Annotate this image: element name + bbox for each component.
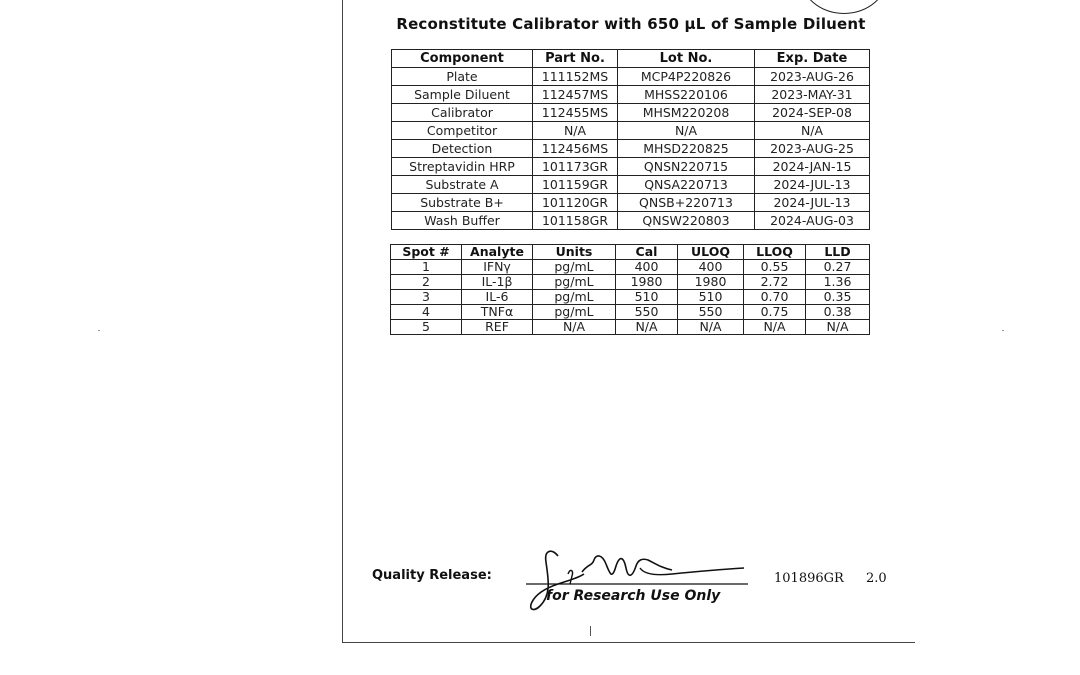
column-header: Exp. Date: [755, 50, 870, 68]
table-cell: QNSA220713: [618, 176, 755, 194]
table-cell: 2.72: [744, 275, 806, 290]
scan-mark: [590, 626, 591, 636]
table-cell: QNSW220803: [618, 212, 755, 230]
table-cell: 1980: [678, 275, 744, 290]
table-cell: Sample Diluent: [392, 86, 533, 104]
components-table: [391, 49, 870, 230]
table-cell: 550: [616, 305, 678, 320]
document-version: 2.0: [866, 571, 887, 586]
table-cell: 1980: [616, 275, 678, 290]
table-cell: MCP4P220826: [618, 68, 755, 86]
table-cell: 2024-AUG-03: [755, 212, 870, 230]
column-header: Analyte: [462, 245, 533, 260]
table-cell: 0.38: [806, 305, 870, 320]
table-cell: 112457MS: [533, 86, 618, 104]
table-cell: Substrate B+: [392, 194, 533, 212]
table-row: [391, 275, 870, 290]
analyte-table: [390, 244, 870, 335]
table-row: [392, 194, 870, 212]
column-header: Part No.: [533, 50, 618, 68]
table-cell: IFNγ: [462, 260, 533, 275]
table-cell: 111152MS: [533, 68, 618, 86]
table-cell: 2024-JAN-15: [755, 158, 870, 176]
table-cell: 2023-AUG-26: [755, 68, 870, 86]
table-cell: 2023-MAY-31: [755, 86, 870, 104]
table-cell: 0.27: [806, 260, 870, 275]
table-cell: REF: [462, 320, 533, 335]
research-use-only-text: for Research Use Only: [546, 588, 721, 604]
table-cell: N/A: [533, 320, 616, 335]
table-cell: pg/mL: [533, 260, 616, 275]
table-row: [391, 320, 870, 335]
table-cell: 101158GR: [533, 212, 618, 230]
table-row: [392, 176, 870, 194]
table-cell: 400: [678, 260, 744, 275]
document-title: Reconstitute Calibrator with 650 µL of Sample Diluent: [396, 15, 866, 33]
table-row: [392, 104, 870, 122]
table-cell: N/A: [533, 122, 618, 140]
table-cell: 101159GR: [533, 176, 618, 194]
table-cell: IL-1β: [462, 275, 533, 290]
table-cell: Competitor: [392, 122, 533, 140]
table-cell: 112456MS: [533, 140, 618, 158]
signature-image: [522, 544, 750, 624]
table-cell: Wash Buffer: [392, 212, 533, 230]
column-header: Spot #: [391, 245, 462, 260]
scan-speck: [1002, 330, 1004, 331]
column-header: Cal: [616, 245, 678, 260]
table-row: [392, 122, 870, 140]
table-cell: Detection: [392, 140, 533, 158]
table-cell: 3: [391, 290, 462, 305]
table-cell: MHSD220825: [618, 140, 755, 158]
table-cell: 0.55: [744, 260, 806, 275]
table-cell: QNSB+220713: [618, 194, 755, 212]
table-cell: 550: [678, 305, 744, 320]
table-cell: 510: [616, 290, 678, 305]
components-body: [392, 68, 870, 230]
components-header-row: [392, 50, 870, 68]
quality-release-label: Quality Release:: [372, 568, 492, 583]
table-row: [392, 140, 870, 158]
table-cell: MHSM220208: [618, 104, 755, 122]
table-cell: 2024-JUL-13: [755, 194, 870, 212]
table-cell: 101120GR: [533, 194, 618, 212]
analyte-body: [391, 260, 870, 335]
table-cell: 0.35: [806, 290, 870, 305]
table-cell: 2024-SEP-08: [755, 104, 870, 122]
column-header: Units: [533, 245, 616, 260]
table-cell: IL-6: [462, 290, 533, 305]
table-cell: 2024-JUL-13: [755, 176, 870, 194]
column-header: ULOQ: [678, 245, 744, 260]
table-cell: N/A: [618, 122, 755, 140]
table-cell: pg/mL: [533, 275, 616, 290]
table-row: [392, 86, 870, 104]
table-cell: TNFα: [462, 305, 533, 320]
table-row: [391, 260, 870, 275]
table-cell: 1.36: [806, 275, 870, 290]
table-cell: Plate: [392, 68, 533, 86]
table-cell: MHSS220106: [618, 86, 755, 104]
table-cell: 510: [678, 290, 744, 305]
table-cell: Calibrator: [392, 104, 533, 122]
table-cell: 2023-AUG-25: [755, 140, 870, 158]
table-cell: N/A: [616, 320, 678, 335]
table-row: [392, 158, 870, 176]
table-cell: 400: [616, 260, 678, 275]
column-header: Lot No.: [618, 50, 755, 68]
table-cell: QNSN220715: [618, 158, 755, 176]
table-cell: 5: [391, 320, 462, 335]
table-cell: pg/mL: [533, 305, 616, 320]
table-cell: N/A: [678, 320, 744, 335]
table-cell: N/A: [806, 320, 870, 335]
table-cell: 4: [391, 305, 462, 320]
table-row: [391, 305, 870, 320]
table-cell: 112455MS: [533, 104, 618, 122]
table-cell: N/A: [744, 320, 806, 335]
table-cell: pg/mL: [533, 290, 616, 305]
table-cell: Substrate A: [392, 176, 533, 194]
table-cell: 101173GR: [533, 158, 618, 176]
column-header: LLOQ: [744, 245, 806, 260]
table-cell: 0.70: [744, 290, 806, 305]
table-cell: N/A: [755, 122, 870, 140]
table-row: [392, 212, 870, 230]
table-row: [392, 68, 870, 86]
column-header: Component: [392, 50, 533, 68]
table-row: [391, 290, 870, 305]
scan-speck: [98, 330, 100, 331]
table-cell: 0.75: [744, 305, 806, 320]
document-number: 101896GR: [774, 571, 844, 586]
column-header: LLD: [806, 245, 870, 260]
table-cell: Streptavidin HRP: [392, 158, 533, 176]
analyte-header-row: [391, 245, 870, 260]
table-cell: 2: [391, 275, 462, 290]
table-cell: 1: [391, 260, 462, 275]
